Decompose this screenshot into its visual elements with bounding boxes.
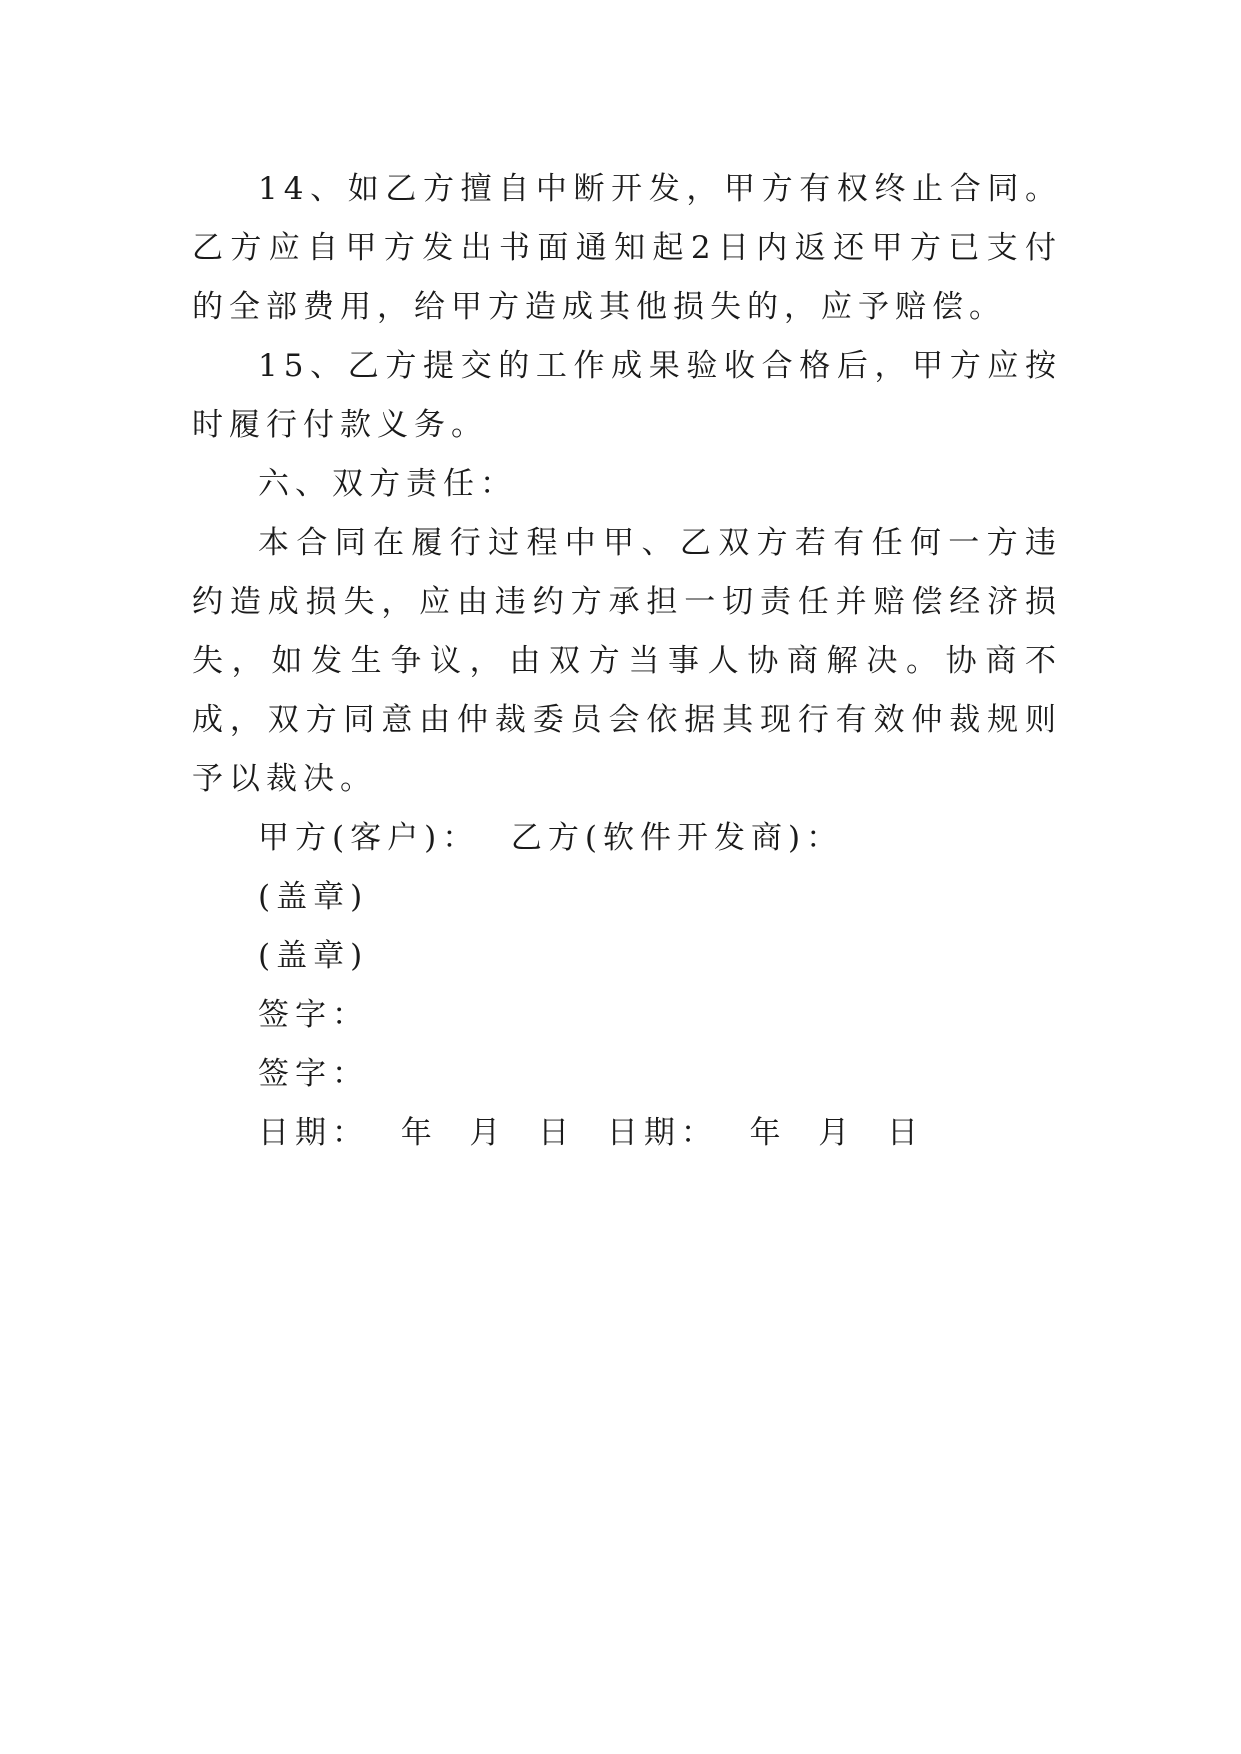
clause-15: 15、乙方提交的工作成果验收合格后，甲方应按时履行付款义务。 [192, 348, 1062, 443]
seal-party-a: (盖章) [258, 879, 369, 915]
signature-party-a: 签字： [258, 997, 369, 1033]
date-line: 日期： 年 月 日 日期： 年 月 日 [258, 1115, 924, 1151]
seal-party-b: (盖章) [258, 938, 369, 974]
signature-parties-line: 甲方(客户)： 乙方(软件开发商)： [258, 820, 844, 856]
document-body [192, 160, 1062, 1163]
responsibilities-paragraph: 本合同在履行过程中甲、乙双方若有任何一方违约造成损失，应由违约方承担一切责任并赔偿经济损失，如发生争议，由双方当事人协商解决。协商不成，双方同意由仲裁委员会依据其现行有效仲裁规则予以裁决。 [192, 525, 1062, 797]
signature-party-b: 签字： [258, 1056, 369, 1092]
section-heading-responsibilities: 六、双方责任： [258, 466, 517, 502]
clause-14: 14、如乙方擅自中断开发，甲方有权终止合同。乙方应自甲方发出书面通知起2日内返还甲方已支付的全部费用，给甲方造成其他损失的，应予赔偿。 [192, 171, 1062, 325]
